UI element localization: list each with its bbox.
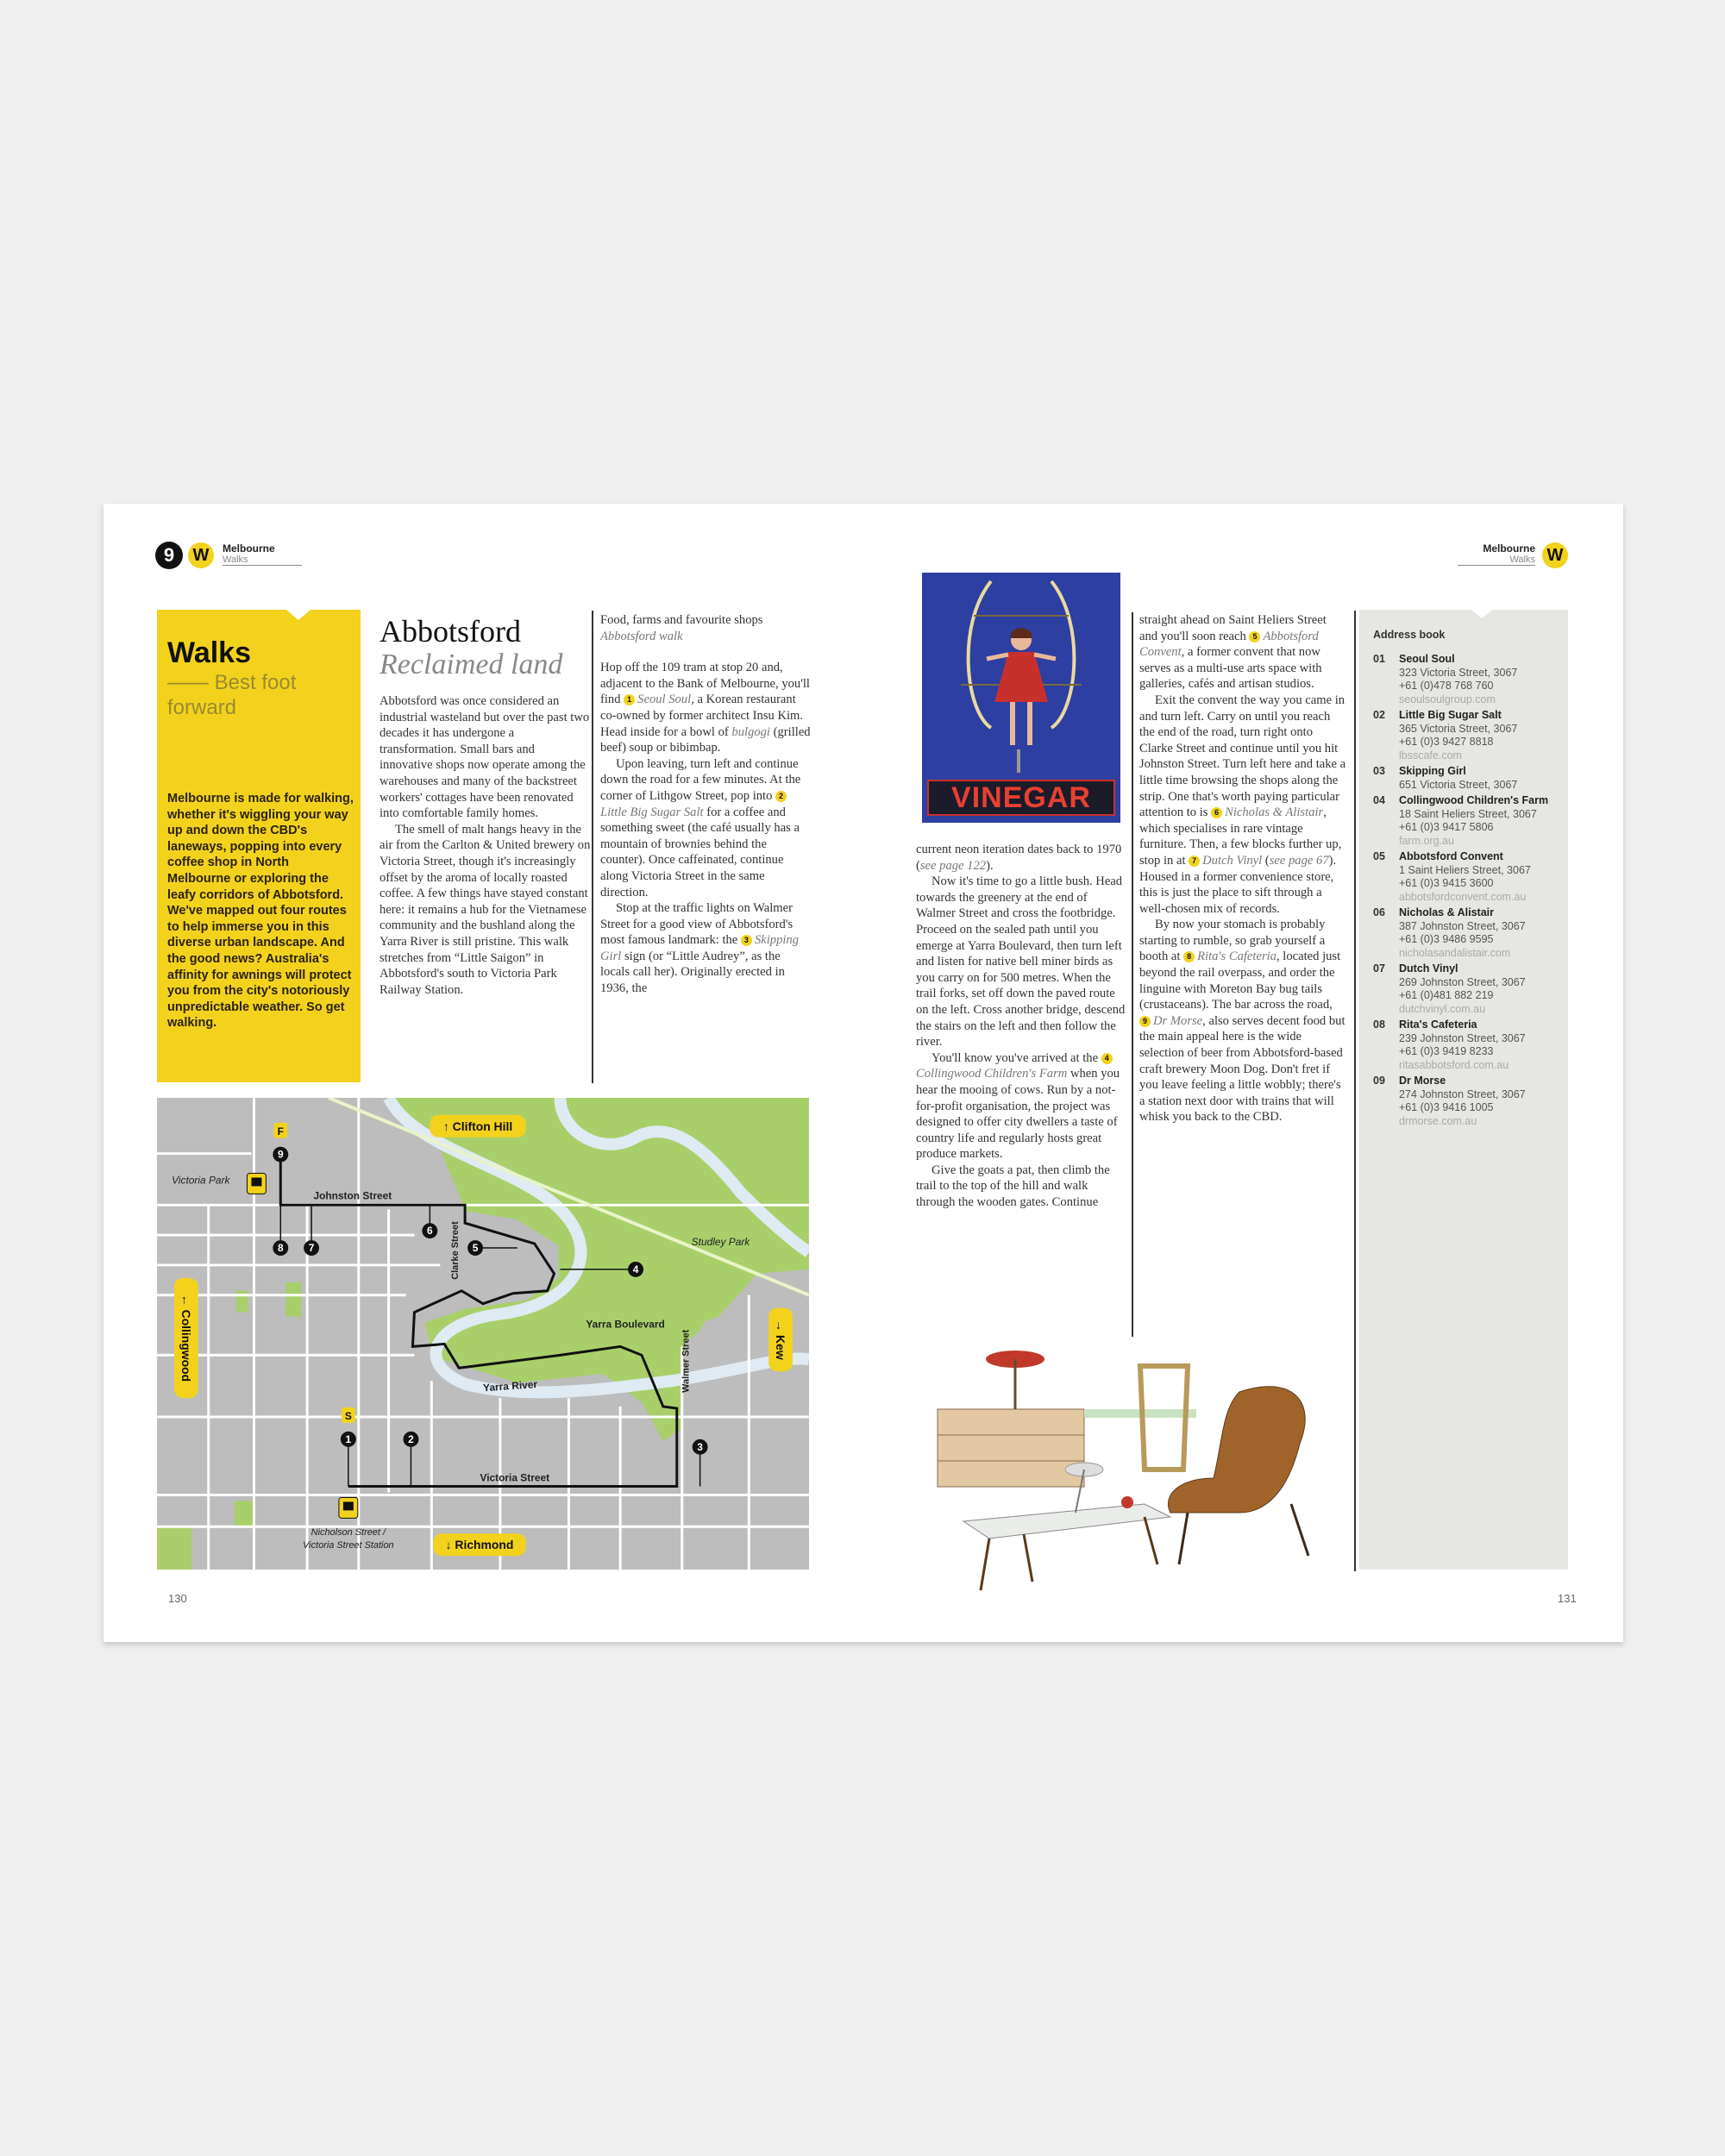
body-text: , which specialises in rare vintage furniture. Then, a few blocks further up, stop in at	[1139, 805, 1342, 868]
entry-phone: +61 (0)478 768 760	[1399, 680, 1494, 692]
article-column-4	[1139, 612, 1346, 1125]
emphasis-text: Collingwood Children's Farm	[916, 1067, 1068, 1081]
entry-address: 387 Johnston Street, 3067	[1399, 919, 1526, 932]
emphasis-text: Little Big Sugar Salt	[600, 805, 704, 819]
paragraph	[380, 693, 591, 822]
body-text: Upon leaving, turn left and continue down the road for a few minutes. At the corner of Lithgow Street, pop into	[600, 756, 801, 803]
vintage-furniture-illustration	[929, 1340, 1334, 1603]
entry-phone: +61 (0)3 9415 3600	[1399, 877, 1494, 889]
walk-body	[600, 660, 811, 996]
body-text: current neon iteration dates back to 1970 (	[916, 843, 1122, 873]
entry-website: nicholasandalistair.com	[1399, 946, 1511, 959]
body-text: (grilled beef) soup or bibimbap.	[600, 724, 811, 755]
section-subtitle-2: forward	[167, 696, 237, 719]
body-text: The smell of malt hangs heavy in the air from the Carlton & United brewery on Victoria Street, though it's increasingly offset by the aroma of locally roasted coffee. A few things have stayed constant here: it remains a hub for the Vietnamese community and the bushland along the Yarra River is still pristine. This walk stretches from “Little Saigon” in Abbotsford's south to Victoria Park Railway Station.	[380, 822, 591, 997]
entry-name: Abbotsford Convent	[1399, 850, 1503, 862]
magazine-spread	[104, 504, 1623, 1642]
article-column-1	[380, 614, 591, 998]
entry-website: dutchvinyl.com.au	[1399, 1002, 1486, 1015]
map-marker-3	[693, 1439, 708, 1455]
label-yarra-boulevard: Yarra Boulevard	[586, 1318, 665, 1331]
paragraph	[600, 756, 811, 900]
body-text: ).	[986, 858, 994, 873]
svg-text:9: 9	[277, 1148, 284, 1161]
entry-name: Collingwood Children's Farm	[1399, 794, 1549, 806]
article-title: Abbotsford	[380, 614, 521, 649]
label-station: Nicholson Street /	[310, 1527, 386, 1539]
entry-website: lbsscafe.com	[1399, 749, 1462, 761]
emphasis-text: see page 67	[1269, 853, 1329, 868]
label-clarke-street: Clarke Street	[450, 1221, 461, 1280]
direction-richmond	[433, 1533, 525, 1556]
entry-name: Skipping Girl	[1399, 765, 1466, 777]
entry-number: 04	[1373, 794, 1385, 806]
section-subtitle: —— Best foot	[167, 671, 297, 694]
map-marker-5	[467, 1240, 483, 1256]
svg-text:↑ Clifton Hill: ↑ Clifton Hill	[442, 1119, 513, 1133]
location-marker-icon: 6	[1211, 807, 1222, 818]
train-station-icon	[339, 1497, 358, 1518]
entry-address: 239 Johnston Street, 3067	[1399, 1031, 1526, 1044]
location-marker-icon: 3	[741, 935, 752, 946]
body-text: straight ahead on Saint Heliers Street and you'll soon reach	[1139, 613, 1327, 643]
entry-name: Little Big Sugar Salt	[1399, 709, 1502, 721]
emphasis-text: Dutch Vinyl	[1202, 853, 1263, 868]
address-entry	[1373, 709, 1556, 762]
map-marker-8	[273, 1240, 288, 1256]
header-section: Walks	[1509, 555, 1535, 565]
emphasis-text: Skipping Girl	[600, 933, 800, 963]
body-text: when you hear the mooing of cows. Run by a not-for-profit organisation, the project was designed to offer city dwellers a taste of country life and regularly hosts great produce markets.	[916, 1067, 1120, 1162]
body-text: Abbotsford was once considered an industrial wasteland but over the past two decades it has undergone a transformation. Small bars and innovative shops now operate among the warehouses and many of the backstreet workers' cottages have been renovated into comfortable family homes.	[380, 694, 590, 821]
entry-website: farm.org.au	[1399, 834, 1454, 847]
address-entry	[1373, 962, 1556, 1016]
column-divider	[1354, 611, 1356, 1571]
entry-address: 18 Saint Heliers Street, 3067	[1399, 807, 1537, 820]
entry-name: Nicholas & Alistair	[1399, 906, 1494, 918]
body-text: Hop off the 109 tram at stop 20 and, adjacent to the Bank of Melbourne, you'll find	[600, 661, 810, 707]
label-johnston-street: Johnston Street	[313, 1189, 392, 1202]
start-marker	[342, 1407, 355, 1423]
walk-heading: Food, farms and favourite shops	[600, 613, 763, 627]
body-text: , a former convent that now serves as a multi-use arts space with galleries, cafés and artisan studios.	[1139, 645, 1322, 692]
paragraph	[916, 1050, 1126, 1163]
vinegar-neon-sign: VINEGAR	[927, 780, 1115, 816]
body-text: Give the goats a pat, then climb the trail to the top of the hill and walk through the wooden gates. Continue	[916, 1163, 1110, 1210]
label-victoria-park: Victoria Park	[172, 1174, 230, 1187]
body-text: Stop at the traffic lights on Walmer Street for a good view of Abbotsford's most famous landmark: the	[600, 901, 794, 948]
label-station-2: Victoria Street Station	[303, 1540, 394, 1551]
svg-text:7: 7	[308, 1242, 315, 1255]
svg-text:S: S	[344, 1409, 352, 1422]
emphasis-text: Rita's Cafeteria	[1197, 950, 1276, 964]
emphasis-text: Seoul Soul	[637, 693, 692, 707]
address-entry	[1373, 765, 1556, 792]
entry-number: 03	[1373, 765, 1385, 777]
entry-address: 365 Victoria Street, 3067	[1399, 722, 1518, 735]
address-book	[1359, 610, 1568, 1570]
address-entry	[1373, 1018, 1556, 1072]
running-header-left	[223, 543, 302, 566]
entry-phone: +61 (0)3 9417 5806	[1399, 821, 1494, 833]
direction-clifton-hill	[430, 1115, 525, 1138]
running-header-right	[1458, 543, 1535, 566]
label-victoria-street: Victoria Street	[480, 1471, 550, 1484]
map-marker-6	[422, 1223, 437, 1238]
paragraph	[600, 660, 811, 756]
entry-number: 01	[1373, 653, 1385, 665]
intro-text: Melbourne is made for walking, whether it's wiggling your way up and down the CBD's laneways, popping into every coffee shop in North Melbourne or exploring the leafy corridors of Abbotsford. We've mapped out four routes to help immerse you in this diverse urban landscape. And the good news? Australia's affinity for awnings will protect you from the city's notoriously unpredictable weather. So get walking.	[167, 792, 354, 1031]
entry-address: 274 Johnston Street, 3067	[1399, 1087, 1526, 1100]
location-marker-icon: 4	[1101, 1053, 1113, 1064]
article-subtitle: Reclaimed land	[380, 649, 563, 680]
entry-address: 651 Victoria Street, 3067	[1399, 778, 1518, 791]
map-marker-4	[628, 1262, 643, 1277]
entry-address: 323 Victoria Street, 3067	[1399, 666, 1518, 679]
map-marker-2	[404, 1432, 419, 1447]
walk-body-continued	[916, 842, 1126, 1211]
emphasis-text: Nicholas & Alistair	[1225, 805, 1324, 820]
address-entry	[1373, 653, 1556, 706]
body-text: sign (or “Little Audrey”, as the locals call her). Originally erected in 1936, the	[600, 949, 785, 996]
article-body	[380, 693, 591, 998]
body-text: ). Housed in a former convenience store, this is just the place to sift through a well-chosen mix of records.	[1139, 853, 1337, 916]
entry-number: 06	[1373, 906, 1385, 918]
train-station-icon	[248, 1174, 267, 1194]
address-list	[1373, 653, 1556, 1128]
label-yarra-river: Yarra River	[482, 1377, 538, 1395]
article-column-2	[600, 612, 811, 997]
column-divider	[1132, 612, 1133, 1337]
entry-name: Dutch Vinyl	[1399, 962, 1458, 975]
body-text: , located just beyond the rail overpass, and order the linguine with Moreton Bay bug tails (crustaceans). The bar across the road,	[1139, 950, 1341, 1012]
page-number-right: 131	[1558, 1592, 1577, 1605]
svg-text:8: 8	[277, 1242, 284, 1255]
paragraph	[1139, 917, 1346, 1125]
entry-phone: +61 (0)3 9416 1005	[1399, 1101, 1494, 1113]
skipping-girl-sign-photo	[922, 573, 1120, 823]
body-text: By now your stomach is probably starting to rumble, so grab yourself a booth at	[1139, 918, 1326, 964]
body-text: Exit the convent the way you came in and turn left. Carry on until you reach the end of the road, turn right onto Clarke Street and continue until you hit Johnston Street. Turn left here and take a little time browsing the shops along the strip. One that's worth paying particular attention to is	[1139, 693, 1346, 820]
direction-collingwood	[174, 1278, 198, 1398]
walk-subheading: Abbotsford walk	[600, 629, 683, 643]
map-marker-7	[304, 1240, 319, 1256]
entry-address: 1 Saint Heliers Street, 3067	[1399, 863, 1531, 876]
entry-number: 02	[1373, 709, 1385, 721]
location-marker-icon: 9	[1139, 1016, 1151, 1027]
paragraph	[916, 874, 1126, 1050]
address-entry	[1373, 850, 1556, 904]
body-text: , a Korean restaurant co-owned by former architect Insu Kim. Head inside for a bowl of	[600, 693, 804, 739]
svg-text:↓ Richmond: ↓ Richmond	[445, 1538, 514, 1552]
article-column-3	[916, 842, 1126, 1211]
header-city: Melbourne	[1483, 542, 1535, 555]
body-text: Now it's time to go a little bush. Head towards the greenery at the end of Walmer Street and cross the footbridge. Proceed on the sealed path until you emerge at Yarra Boulevard, then turn left and listen for native bell miner birds as you carry on for 500 metres. When the trail forks, set off down the paved route on the left. Cross another bridge, descend the stairs on the left and then follow the river.	[916, 874, 1126, 1050]
label-studley-park: Studley Park	[691, 1236, 750, 1249]
finish-marker	[273, 1123, 287, 1138]
address-book-title: Address book	[1373, 629, 1446, 641]
emphasis-text: see page 122	[919, 858, 987, 873]
paragraph	[380, 822, 591, 999]
body-text: , also serves decent food but the main appeal here is the wide selection of beer from Abbotsford-based craft brewery Moon Dog. Don't fret if you leave feeling a little wobbly; there's a station next door with trains that will whisk you back to the CBD.	[1139, 1013, 1346, 1125]
direction-kew	[768, 1308, 793, 1372]
emphasis-text: Abbotsford Convent	[1139, 629, 1319, 660]
entry-phone: +61 (0)3 9486 9595	[1399, 933, 1494, 945]
paragraph	[600, 900, 811, 997]
entry-website: drmorse.com.au	[1399, 1114, 1477, 1127]
entry-address: 269 Johnston Street, 3067	[1399, 975, 1526, 988]
column-divider	[592, 611, 593, 1083]
intro-box	[157, 610, 361, 1082]
entry-phone: +61 (0)3 9427 8818	[1399, 736, 1494, 748]
body-text: You'll know you've arrived at the	[932, 1050, 1101, 1065]
walks-badge-icon: W	[1542, 542, 1568, 568]
label-walmer-street: Walmer Street	[681, 1329, 692, 1393]
body-text: (	[1262, 853, 1270, 868]
entry-name: Rita's Cafeteria	[1399, 1018, 1477, 1031]
walk-body-end	[1139, 612, 1346, 1125]
entry-name: Seoul Soul	[1399, 653, 1455, 665]
walk-map	[157, 1098, 809, 1570]
entry-number: 08	[1373, 1018, 1385, 1031]
entry-number: 05	[1373, 850, 1385, 862]
entry-website: ritasabbotsford.com.au	[1399, 1058, 1509, 1071]
svg-text:← Collingwood: ← Collingwood	[179, 1294, 193, 1382]
paragraph	[916, 1163, 1126, 1211]
address-entry	[1373, 1075, 1556, 1128]
svg-text:→ Kew: → Kew	[774, 1319, 788, 1360]
body-text: for a coffee and something sweet (the café usually has a mountain of brownies behind the counter). Once caffeinated, continue along Victoria Street in the same direction.	[600, 805, 800, 899]
entry-name: Dr Morse	[1399, 1075, 1446, 1087]
header-section: Walks	[223, 555, 248, 565]
entry-phone: +61 (0)481 882 219	[1399, 989, 1494, 1001]
svg-text:2: 2	[408, 1432, 414, 1445]
address-entry	[1373, 906, 1556, 960]
header-city: Melbourne	[223, 542, 275, 555]
location-marker-icon: 8	[1183, 951, 1195, 962]
svg-text:4: 4	[632, 1263, 639, 1275]
emphasis-text: bulgogi	[731, 724, 770, 739]
map-marker-9	[273, 1147, 288, 1163]
paragraph	[916, 842, 1126, 874]
svg-text:F: F	[277, 1125, 284, 1138]
walks-badge-icon: W	[188, 542, 214, 568]
emphasis-text: Dr Morse	[1153, 1013, 1203, 1028]
location-marker-icon: 7	[1189, 856, 1200, 867]
entry-phone: +61 (0)3 9419 8233	[1399, 1045, 1494, 1057]
svg-text:3: 3	[697, 1440, 703, 1453]
address-entry	[1373, 794, 1556, 848]
location-marker-icon: 2	[775, 791, 787, 802]
entry-number: 07	[1373, 962, 1385, 975]
svg-text:1: 1	[345, 1432, 352, 1445]
page-badge: 9	[155, 542, 183, 569]
paragraph	[1139, 612, 1346, 693]
location-marker-icon: 1	[624, 694, 635, 705]
entry-website: seoulsoulgroup.com	[1399, 693, 1496, 705]
svg-text:5: 5	[472, 1242, 479, 1255]
location-marker-icon: 5	[1249, 631, 1260, 642]
section-title: Walks	[167, 636, 252, 669]
page-number-left: 130	[168, 1592, 187, 1605]
paragraph	[1139, 693, 1346, 917]
entry-website: abbotsfordconvent.com.au	[1399, 890, 1527, 903]
map-marker-1	[341, 1432, 356, 1447]
entry-number: 09	[1373, 1075, 1385, 1087]
svg-text:6: 6	[427, 1225, 433, 1238]
